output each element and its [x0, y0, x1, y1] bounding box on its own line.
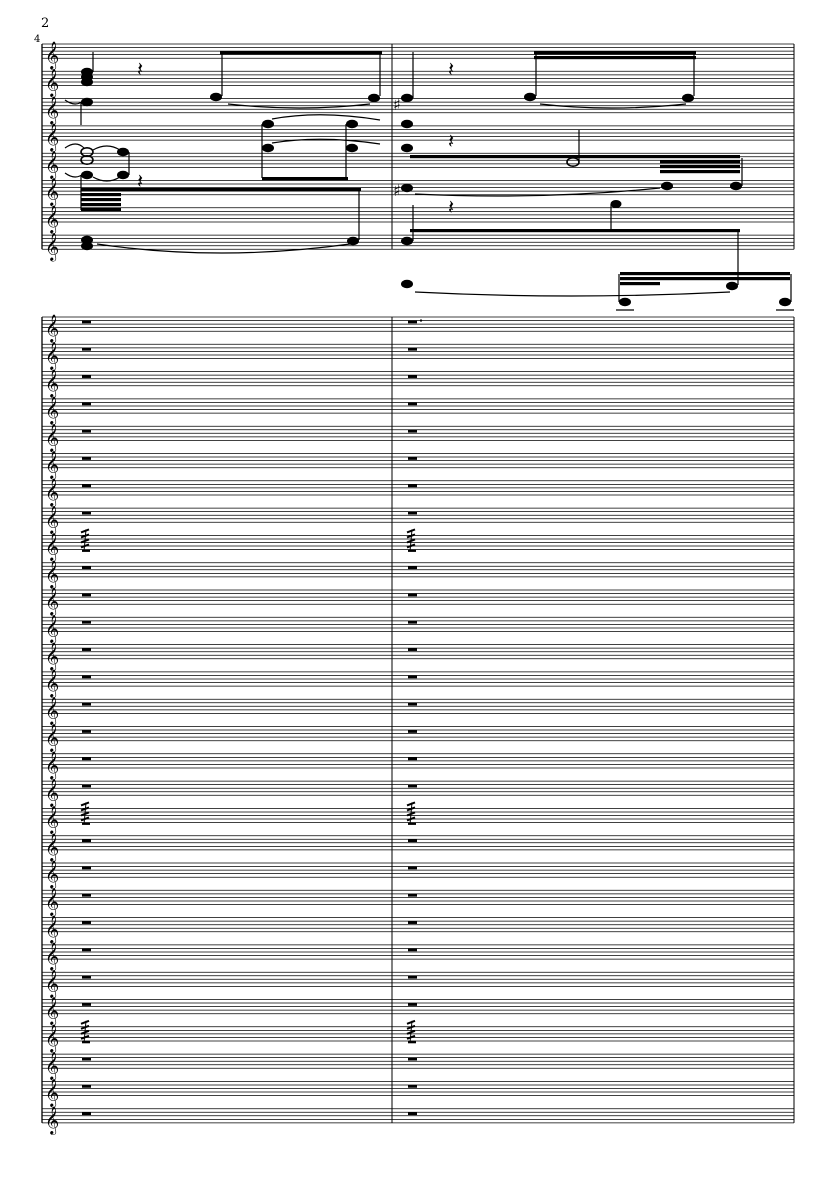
whole-rest: [82, 594, 91, 597]
staff: [42, 642, 794, 671]
svg-text:♯: ♯: [393, 95, 401, 114]
staff: [42, 1051, 794, 1080]
svg-text:♯: ♯: [393, 181, 401, 200]
whole-rest: [82, 921, 91, 924]
whole-rest: [408, 757, 417, 760]
treble-clef-icon: 𝄞: [45, 478, 60, 506]
staff: [42, 123, 794, 152]
whole-rest: [408, 566, 417, 569]
treble-clef-icon: 𝄞: [45, 41, 60, 70]
treble-clef-icon: 𝄞: [45, 1078, 60, 1107]
whole-rest: [408, 921, 417, 924]
treble-clef-icon: 𝄞: [45, 696, 60, 725]
treble-clef-icon: 𝄞: [45, 205, 60, 233]
treble-clef-icon: 𝄞: [45, 1051, 60, 1080]
whole-rest: [82, 894, 91, 897]
whole-rest: [82, 375, 91, 378]
page-number: 2: [41, 16, 50, 31]
treble-clef-icon: 𝄞: [45, 641, 60, 670]
staff: [42, 150, 794, 179]
upper-system: [42, 41, 794, 261]
staff: [42, 396, 794, 425]
treble-clef-icon: 𝄞: [45, 559, 60, 588]
treble-clef-icon: 𝄞: [45, 532, 60, 561]
whole-rest: [408, 703, 417, 706]
whole-rest: [408, 648, 417, 651]
treble-clef-icon: 𝄞: [45, 832, 60, 861]
staff: [42, 314, 794, 343]
treble-clef-icon: 𝄞: [45, 860, 60, 889]
staff: [42, 997, 794, 1026]
whole-rest: [408, 1003, 417, 1006]
lower-system: [42, 314, 794, 1135]
treble-clef-icon: 𝄞: [45, 314, 60, 343]
whole-rest: [82, 430, 91, 433]
beam-group: [81, 188, 361, 253]
staff: [42, 1079, 794, 1108]
staff: [42, 505, 794, 534]
whole-rest: [82, 948, 91, 951]
whole-rest: [82, 976, 91, 979]
chord-cluster: [65, 52, 129, 210]
whole-rest: [408, 675, 417, 678]
tremolo-mark: [407, 1021, 416, 1044]
whole-rest: [82, 512, 91, 515]
whole-rest: [408, 948, 417, 951]
treble-clef-icon: 𝄞: [45, 969, 60, 998]
tremolo-mark: [81, 1021, 90, 1044]
whole-rest: [408, 375, 417, 378]
whole-rest: [408, 785, 417, 788]
staff: [42, 969, 794, 998]
whole-rest: [408, 621, 417, 624]
staff: [42, 778, 794, 807]
staff: [42, 1106, 794, 1135]
treble-clef-icon: 𝄞: [45, 669, 60, 698]
whole-rest: [82, 757, 91, 760]
treble-clef-icon: 𝄞: [45, 996, 60, 1025]
tremolo-mark: [81, 802, 90, 825]
whole-rest: [82, 621, 91, 624]
whole-rest: [82, 703, 91, 706]
staff: [42, 751, 794, 780]
whole-rest: [408, 348, 417, 351]
staff: [42, 232, 794, 261]
staff: [42, 942, 794, 971]
staff: [42, 888, 794, 917]
staff: [42, 915, 794, 944]
treble-clef-icon: 𝄞: [45, 450, 60, 479]
staff: [42, 615, 794, 644]
staff: [42, 178, 794, 207]
treble-clef-icon: 𝄞: [45, 150, 60, 179]
whole-rest: [82, 348, 91, 351]
whole-rest: [408, 976, 417, 979]
whole-rest: [82, 1058, 91, 1061]
whole-rest: [408, 402, 417, 405]
staff: [42, 587, 794, 616]
treble-clef-icon: 𝄞: [45, 368, 60, 397]
whole-rest: [82, 1003, 91, 1006]
chord-cluster: [393, 52, 413, 288]
treble-clef-icon: 𝄞: [45, 587, 60, 616]
staff: [42, 342, 794, 371]
whole-rest: [82, 730, 91, 733]
treble-clef-icon: 𝄞: [45, 341, 60, 370]
treble-clef-icon: 𝄞: [45, 123, 60, 152]
tremolo-mark: [81, 529, 90, 552]
treble-clef-icon: 𝄞: [45, 423, 60, 452]
treble-clef-icon: 𝄞: [45, 1024, 60, 1052]
whole-rest: [82, 321, 91, 324]
treble-clef-icon: 𝄞: [45, 505, 60, 534]
svg-text:𝄽: 𝄽: [137, 57, 144, 81]
treble-clef-icon: 𝄞: [45, 396, 60, 425]
treble-clef-icon: 𝄞: [45, 887, 60, 916]
whole-rest: [408, 867, 417, 870]
whole-rest: [82, 785, 91, 788]
whole-rest: [82, 675, 91, 678]
whole-rest: [408, 1112, 417, 1115]
whole-rest: [82, 457, 91, 460]
staff: [42, 833, 794, 862]
treble-clef-icon: 𝄞: [45, 614, 60, 643]
whole-rest: [408, 484, 417, 487]
svg-text:𝄽: 𝄽: [448, 57, 455, 81]
whole-rest: [408, 430, 417, 433]
staff: [42, 724, 794, 753]
treble-clef-icon: 𝄞: [45, 942, 60, 971]
whole-rest: [408, 457, 417, 460]
treble-clef-icon: 𝄞: [45, 68, 60, 97]
whole-rest: [82, 484, 91, 487]
beam-group: [410, 229, 740, 296]
svg-text:𝄽: 𝄽: [137, 169, 144, 193]
treble-clef-icon: 𝄞: [45, 95, 60, 124]
whole-rest: [408, 894, 417, 897]
treble-clef-icon: 𝄞: [45, 914, 60, 943]
whole-rest: [408, 594, 417, 597]
whole-rest: [82, 867, 91, 870]
whole-rest: [408, 1058, 417, 1061]
whole-rest: [82, 566, 91, 569]
beam-group: [262, 115, 380, 180]
svg-text:𝄽: 𝄽: [448, 129, 455, 153]
tremolo-mark: [407, 529, 416, 552]
beam-group: [616, 272, 794, 310]
staff: [42, 423, 794, 452]
staff: [42, 69, 794, 98]
staff: [42, 96, 794, 125]
staff: [42, 478, 794, 507]
staff: [42, 369, 794, 398]
staff: [42, 1024, 794, 1053]
measure-number: 4: [34, 34, 41, 45]
whole-rest: [82, 402, 91, 405]
staff: [42, 533, 794, 562]
treble-clef-icon: 𝄞: [45, 751, 60, 779]
svg-text:𝄽: 𝄽: [448, 195, 455, 219]
whole-rest: [408, 730, 417, 733]
treble-clef-icon: 𝄞: [45, 177, 60, 206]
whole-rest: [82, 648, 91, 651]
whole-rest: [408, 512, 417, 515]
whole-rest: [82, 839, 91, 842]
treble-clef-icon: 𝄞: [45, 1105, 60, 1134]
whole-rest: [82, 1085, 91, 1088]
treble-clef-icon: 𝄞: [45, 723, 60, 752]
beam-group: [210, 51, 382, 108]
staff: [42, 669, 794, 698]
staff: [42, 451, 794, 480]
staff: [42, 41, 794, 70]
staff: [42, 860, 794, 889]
whole-rest: [408, 839, 417, 842]
treble-clef-icon: 𝄞: [45, 778, 60, 807]
staff: [42, 560, 794, 589]
beam-group: [410, 155, 742, 196]
tremolo-mark: [407, 802, 416, 825]
treble-clef-icon: 𝄞: [45, 232, 60, 261]
beam-group: [524, 51, 696, 108]
staff: [42, 806, 794, 835]
whole-rest: [82, 1112, 91, 1115]
treble-clef-icon: 𝄞: [45, 805, 60, 834]
staff: [42, 696, 794, 725]
whole-rest: [408, 1085, 417, 1088]
whole-rest: [408, 321, 417, 324]
